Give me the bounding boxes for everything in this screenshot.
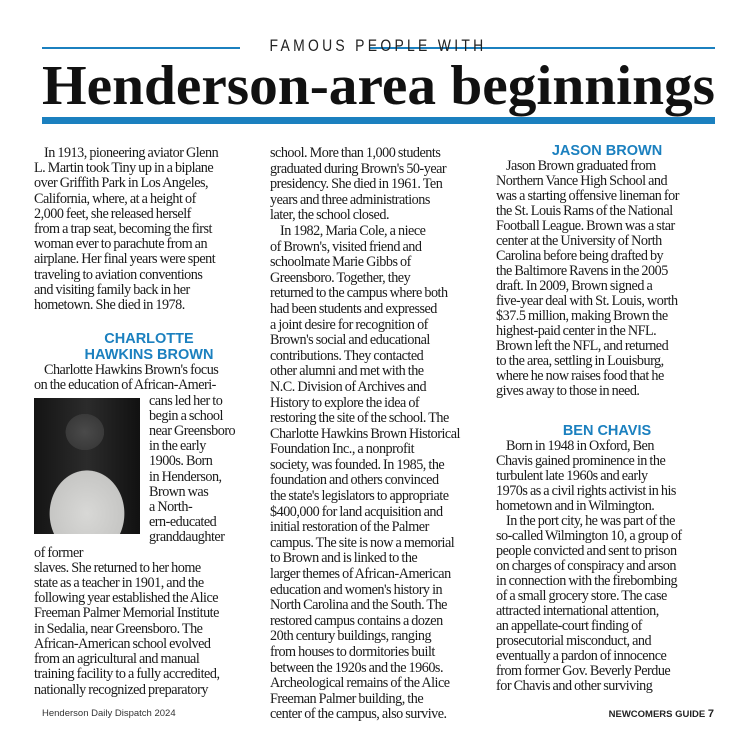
column-1 <box>34 146 264 704</box>
column-2 <box>270 145 490 723</box>
page-title: Henderson-area beginnings <box>42 55 715 117</box>
footer-publication: Henderson Daily Dispatch 2024 <box>42 708 176 719</box>
ben-chavis-heading: BEN CHAVIS <box>562 423 652 439</box>
jason-brown-paragraph: Jason Brown graduated from Northern Vance High School and was a starting offensive lineman for the St. Louis Rams of the National Football League. Brown was a star center at the University of North Carolina before being drafted by the Baltimore Ravens in the 2005 draft. In 2009, Brown signed a five-year deal with St. Louis, worth $37.5 million, making Brown the highest-paid center in the NFL. Brown left the NFL, and returned to the area, settling in Louisburg, where he now raises food that he gives away to those in need. <box>496 158 679 399</box>
charlotte-heading: CHARLOTTE HAWKINS BROWN <box>84 331 214 364</box>
charlotte-paragraph-rest: slaves. She returned to her home state as a teacher in 1901, and the following year established the Alice Freeman Palmer Memorial Institute in Sedalia, near Greensboro. The African-American school evolved from an agricultural and manual training facility to a fully accredited, nationally recognized preparatory <box>34 559 220 698</box>
jason-brown-heading: JASON BROWN <box>551 143 663 159</box>
charlotte-paragraph-wrap: cans led her to begin a school near Greensboro in the early 1900s. Born in Henderson, Brown was a North- ern-educated granddaughter of former <box>34 392 236 561</box>
footer-page-label <box>609 708 714 720</box>
intro-paragraph: In 1913, pioneering aviator Glenn L. Martin took Tiny up in a biplane over Griffith Park in Los Angeles, California, where, at a height of 2,000 feet, she released herself from a trap seat, becoming the first woman ever to parachute from an airplane. Her final years were spent traveling to aviation conventions and visiting family back in her hometown. She died in 1978. <box>34 145 219 314</box>
footer-section: NEWCOMERS GUIDE <box>608 709 706 720</box>
section-kicker: FAMOUS PEOPLE WITH <box>269 36 487 55</box>
charlotte-paragraph-end: school. More than 1,000 students graduated during Brown's 50-year presidency. She died in 1961. Ten years and three administrations later, the school closed. <box>270 145 447 224</box>
ben-chavis-paragraph-2: In the port city, he was part of the so-called Wilmington 10, a group of people convicted and sent to prison on charges of conspiracy and arson in connection with the firebombing of a small grocery store. The case attracted international attention, an appellate-court finding of prosecutorial misconduct, and eventually a pardon of innocence from former Gov. Beverly Perdue for Chavis and other surviving <box>496 513 682 694</box>
maria-cole-paragraph: In 1982, Maria Cole, a niece of Brown's, visited friend and schoolmate Marie Gibbs of Greensboro. Together, they returned to the campus where both had been students and expressed a joint desire for recognition of Brown's social and educational contributions. They contacted other alumni and met with the N.C. Division of Archives and History to explore the idea of restoring the site of the school. The Charlotte Hawkins Brown Historical Foundation Inc., a nonprofit society, was founded. In 1985, the foundation and others convinced the state's legislators to appropriate $400,000 for land acquisition and initial restoration of the Palmer campus. The site is now a memorial to Brown and is linked to the larger themes of African-American education and women's history in North Carolina and the South. The restored campus contains a dozen 20th century buildings, ranging from houses to dormitories built between the 1920s and the 1960s. Archeological remains of the Alice Freeman Palmer building, the center of the campus, also survive. <box>270 222 460 723</box>
charlotte-paragraph-start: Charlotte Hawkins Brown's focus on the education of African-Ameri- <box>34 362 219 394</box>
page-number: 7 <box>707 708 714 720</box>
column-3 <box>496 143 718 704</box>
charlotte-hawkins-brown-photo <box>34 398 140 534</box>
title-rule <box>42 117 715 124</box>
ben-chavis-paragraph-1: Born in 1948 in Oxford, Ben Chavis gained prominence in the turbulent late 1960s and early 1970s as a civil rights activist in his hometown and in Wilmington. <box>496 438 676 514</box>
